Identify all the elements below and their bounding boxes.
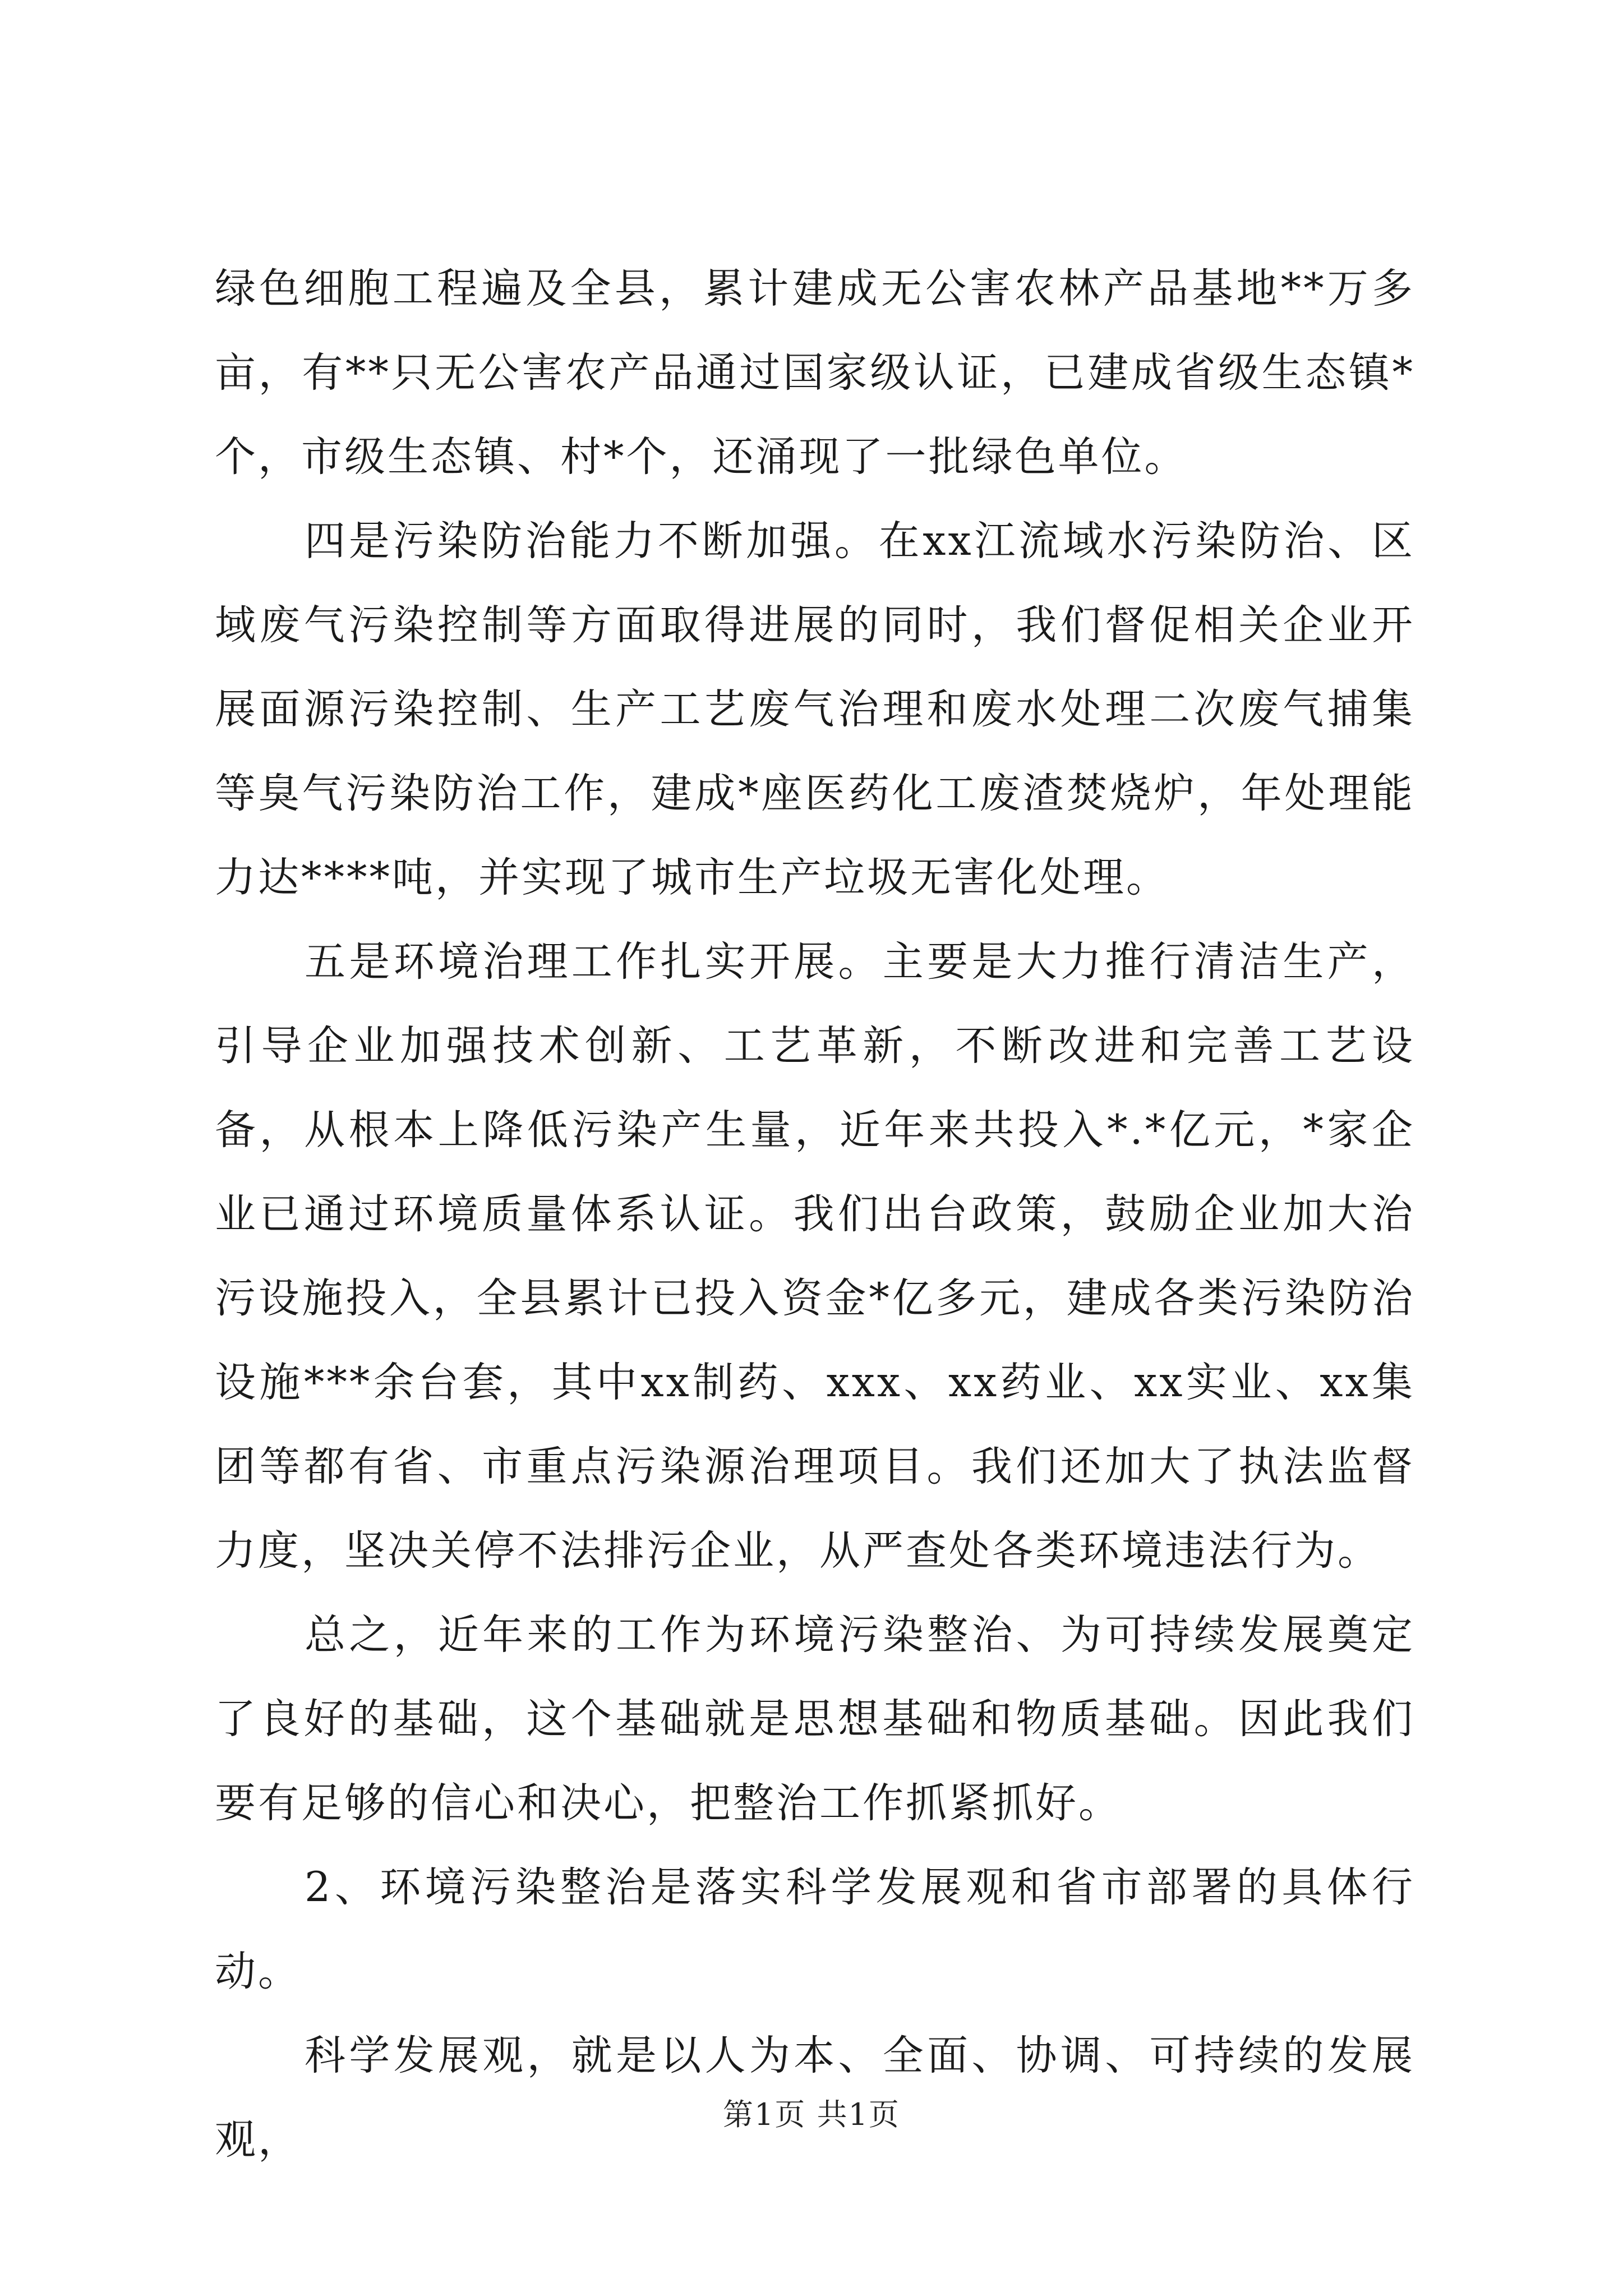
paragraph-pollution-prevention: 四是污染防治能力不断加强。在xx江流域水污染防治、区域废气污染控制等方面取得进展的同时，我们督促相关企业开展面源污染控制、生产工艺废气治理和废水处理二次废气捕集等臭气污染防治工作，建成*座医药化工废渣焚烧炉，年处理能力达****吨，并实现了城市生产垃圾无害化处理。 — [215, 517, 1415, 901]
document-body — [215, 247, 1415, 2182]
paragraph-environmental-governance: 五是环境治理工作扎实开展。主要是大力推行清洁生产，引导企业加强技术创新、工艺革新，不断改进和完善工艺设备，从根本上降低污染产生量，近年来共投入*.*亿元，*家企业已通过环境质量体系认证。我们出台政策，鼓励企业加大治污设施投入，全县累计已投入资金*亿多元，建成各类污染防治设施***余台套，其中xx制药、xxx、xx药业、xx实业、xx集团等都有省、市重点污染源治理项目。我们还加大了执法监督力度，坚决关停不法排污企业，从严查处各类环境违法行为。 — [215, 938, 1415, 1575]
page-footer: 第1页 共1页 — [723, 2097, 900, 2132]
paragraph-continuation: 绿色细胞工程遍及全县，累计建成无公害农林产品基地**万多亩，有**只无公害农产品通过国家级认证，已建成省级生态镇*个，市级生态镇、村*个，还涌现了一批绿色单位。 — [215, 265, 1415, 481]
paragraph-heading-2: 2、环境污染整治是落实科学发展观和省市部署的具体行动。 — [215, 1864, 1415, 1995]
paragraph-scientific-development: 科学发展观，就是以人为本、全面、协调、可持续的发展观， — [215, 2032, 1415, 2164]
paragraph-summary: 总之，近年来的工作为环境污染整治、为可持续发展奠定了良好的基础，这个基础就是思想基础和物质基础。因此我们要有足够的信心和决心，把整治工作抓紧抓好。 — [215, 1611, 1415, 1827]
